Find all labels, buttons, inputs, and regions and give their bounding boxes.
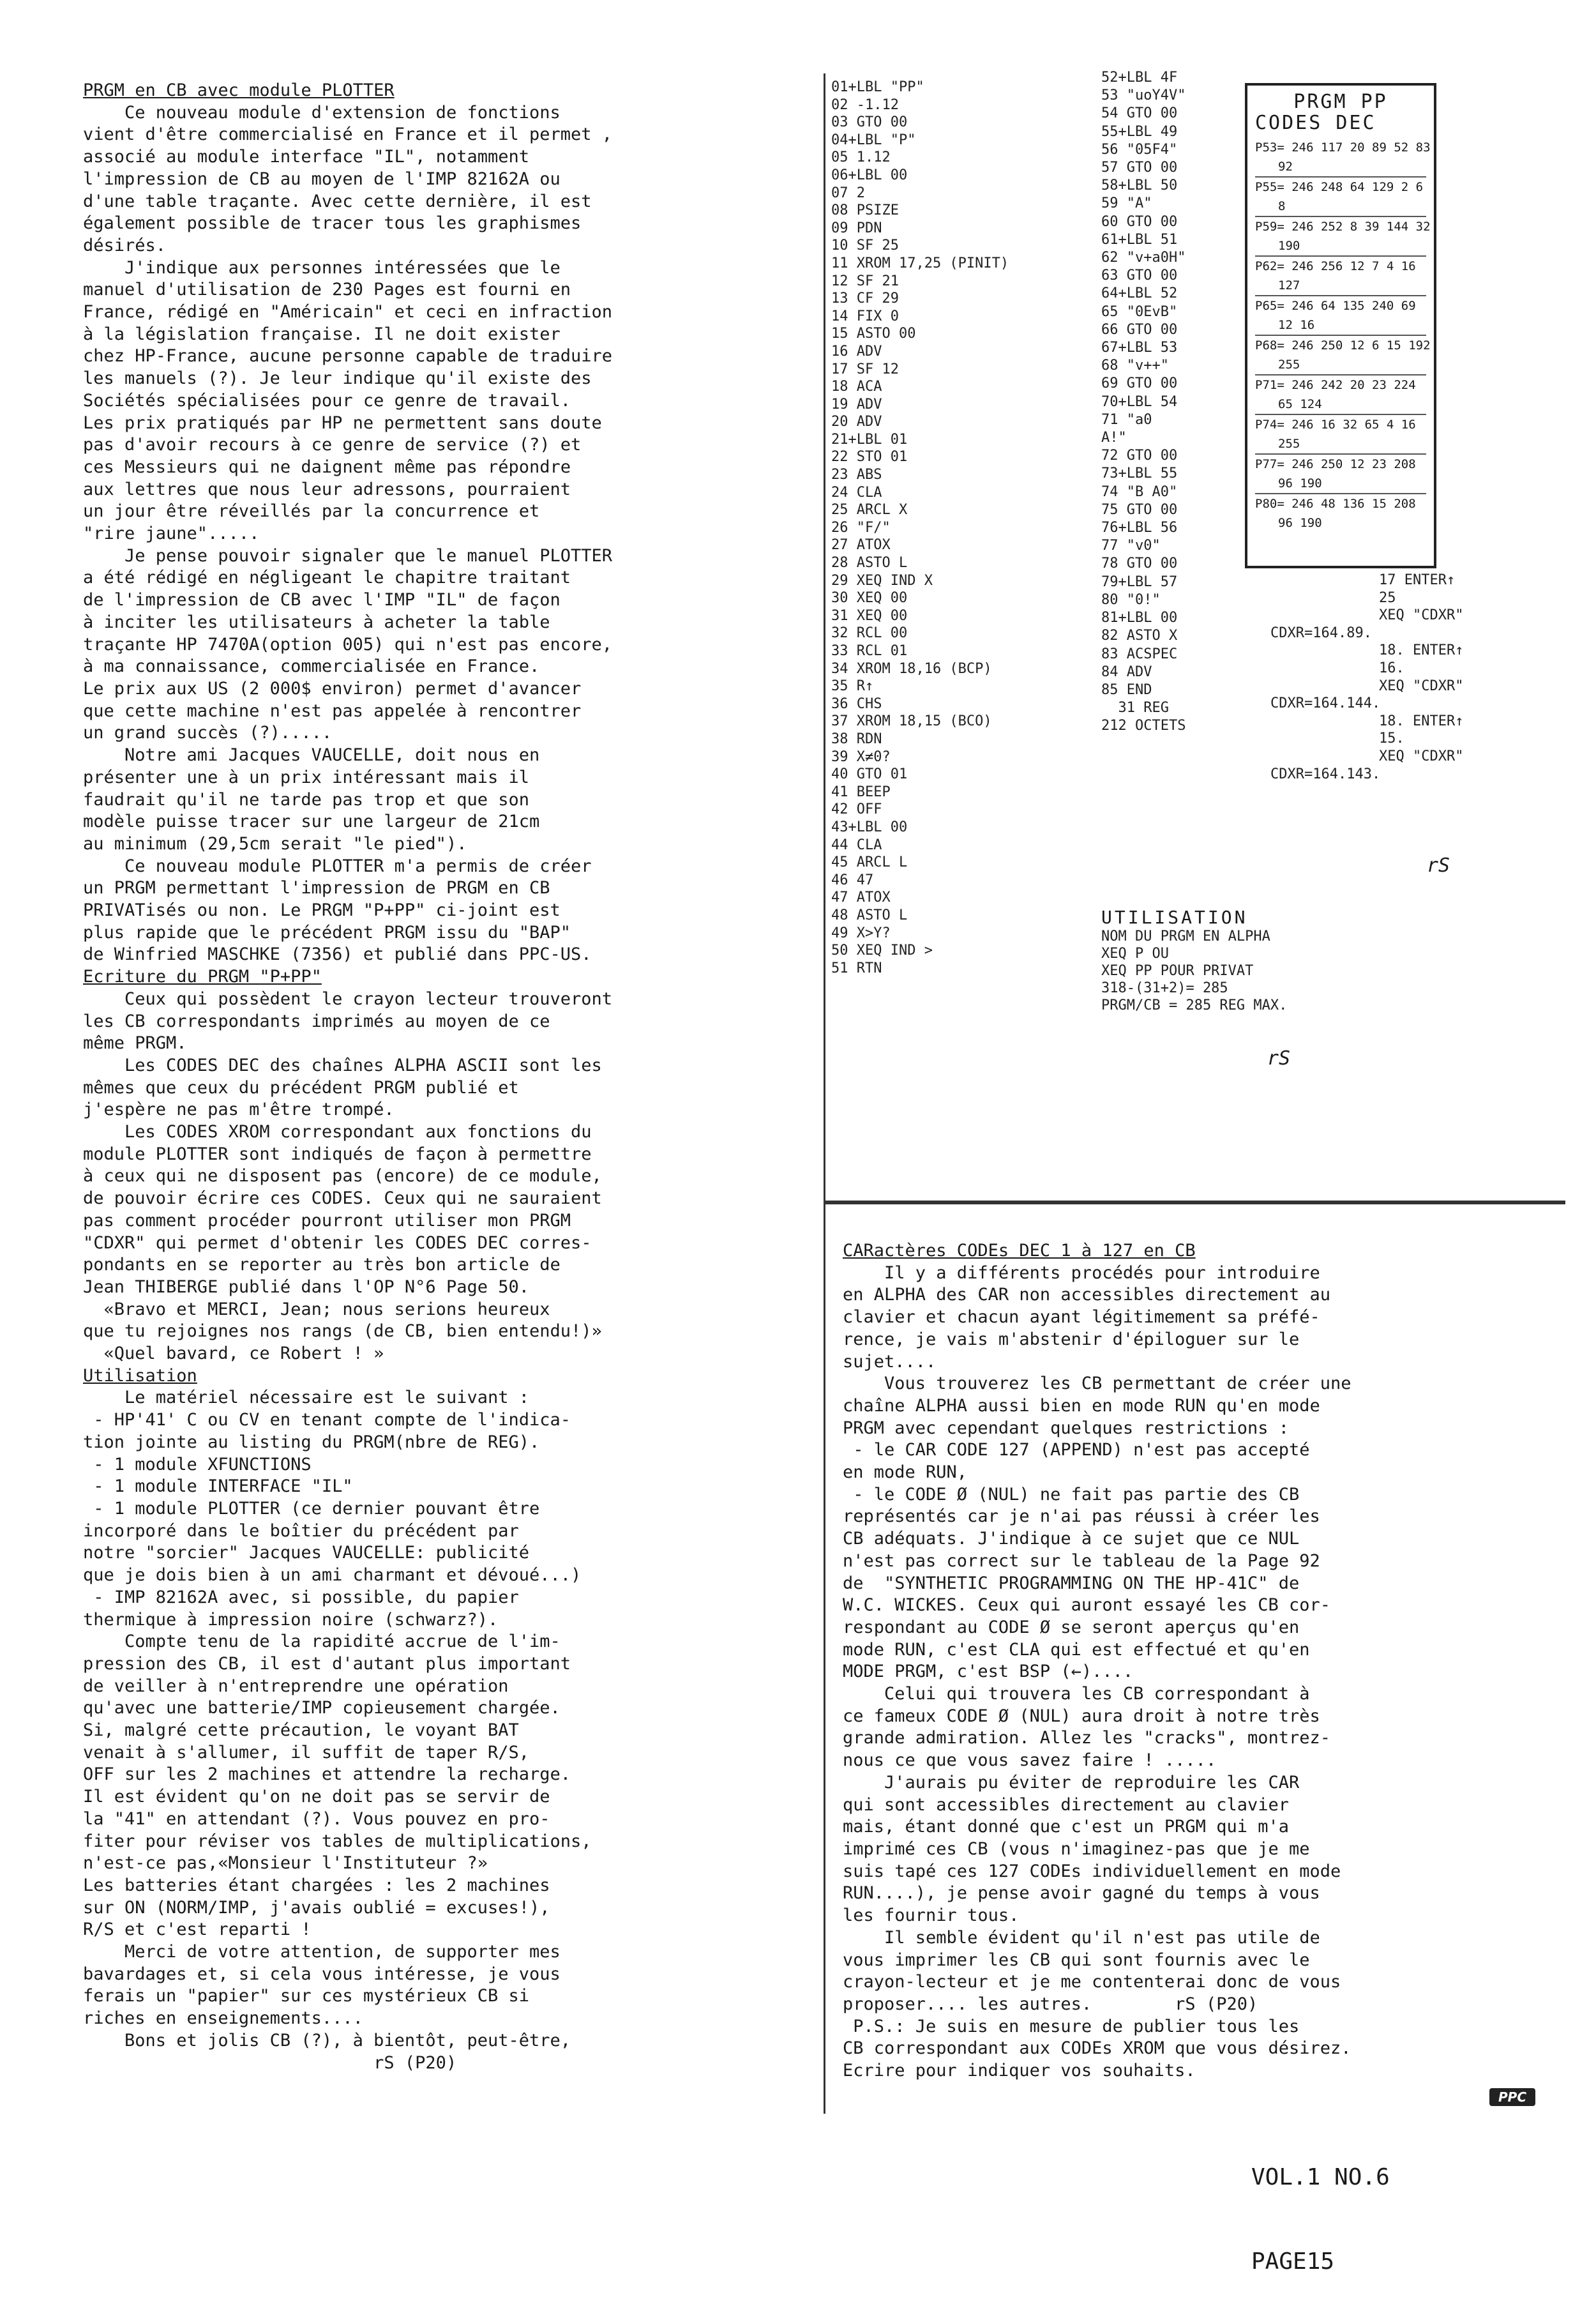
text-line: tion jointe au listing du PRGM(nbre de REG). [83, 1432, 540, 1452]
listing-line: A!" [1101, 430, 1127, 446]
text-line: PRIVATisés ou non. Le PRGM "P+PP" ci-joint est [83, 900, 561, 921]
text-line: à la législation française. Il ne doit exister [83, 324, 561, 344]
listing-line: 06+LBL 00 [831, 167, 908, 183]
text-line: Merci de votre attention, de supporter mes [83, 1942, 561, 1962]
listing-line: 57 GTO 00 [1101, 160, 1178, 176]
listing-line: 49 X>Y? [831, 925, 891, 941]
signature-initials: rS [1427, 854, 1450, 877]
text-line: Ecrire pour indiquer vos souhaits. [843, 2061, 1196, 2081]
listing-line: 21+LBL 01 [831, 431, 908, 448]
text-line: à inciter les utilisateurs à acheter la table [83, 612, 550, 632]
listing-line: 17 SF 12 [831, 361, 899, 377]
text-line: Le matériel nécessaire est le suivant : [83, 1388, 529, 1408]
text-line: Vous trouverez les CB permettant de créer une [843, 1374, 1351, 1394]
listing-line: 13 CF 29 [831, 291, 899, 307]
listing-line: 73+LBL 55 [1101, 466, 1178, 482]
listing-line: 79+LBL 57 [1101, 573, 1178, 590]
text-line: un jour être réveillés par la concurrence et [83, 501, 540, 522]
text-line: aux lettres que nous leur adressons, pourraient [83, 479, 571, 499]
text-line: sur ON (NORM/IMP, j'avais oublié = excuses!), [83, 1897, 550, 1918]
text-line: riches en enseignements.... [83, 2008, 363, 2029]
listing-line: 14 FIX 0 [831, 308, 899, 324]
text-line: de "SYNTHETIC PROGRAMMING ON THE HP-41C" de [843, 1573, 1300, 1593]
text-line: CB adéquats. J'indique à ce sujet que ce NUL [843, 1529, 1300, 1549]
listing-line: 36 CHS [831, 695, 882, 712]
listing-line: 20 ADV [831, 414, 882, 430]
section-heading: Ecriture du PRGM "P+PP" [83, 967, 322, 987]
section-heading: CARactères CODEs DEC 1 à 127 en CB [843, 1241, 1196, 1261]
listing-line: 15 ASTO 00 [831, 326, 916, 342]
listing-line: 61+LBL 51 [1101, 231, 1178, 248]
listing-line: 31 REG [1101, 700, 1169, 716]
text-line: J'indique aux personnes intéressées que le [83, 257, 561, 278]
section-heading: PRGM en CB avec module PLOTTER [83, 80, 395, 100]
text-line: Il est évident qu'on ne doit pas se servir de [83, 1787, 550, 1807]
cdxr-value: CDXR=164.144. [1270, 695, 1381, 712]
text-line: J'aurais pu éviter de reproduire les CAR [843, 1772, 1300, 1792]
listing-line: 35 R↑ [831, 678, 874, 695]
listing-line: 12 SF 21 [831, 273, 899, 289]
text-line: vient d'être commercialisé en France et il permet , [83, 125, 613, 145]
program-listing-part1 [831, 79, 1009, 977]
text-line: les manuels (?). Je leur indique qu'il existe des [83, 368, 592, 389]
text-line: traçante HP 7470A(option 005) qui n'est pas encore, [83, 634, 613, 655]
listing-line: 50 XEQ IND > [831, 943, 933, 959]
text-line: j'espère ne pas m'être trompé. [83, 1100, 395, 1120]
cdxr-line: XEQ "CDXR" [1379, 607, 1464, 624]
listing-line: 85 END [1101, 681, 1152, 698]
listing-line: 47 ATOX [831, 890, 891, 906]
section-divider [824, 1201, 1565, 1204]
text-line: OFF sur les 2 machines et attendre la recharge. [83, 1764, 571, 1785]
text-line: bavardages et, si cela vous intéresse, je vous [83, 1964, 561, 1984]
listing-line: 18 ACA [831, 379, 882, 395]
listing-line: 63 GTO 00 [1101, 268, 1178, 284]
text-line: un grand succès (?)..... [83, 723, 333, 743]
text-line: France, rédigé en "Américain" et ceci en infraction [83, 302, 613, 322]
text-line: "rire jaune"..... [83, 524, 260, 544]
listing-line: 32 RCL 00 [831, 625, 908, 642]
text-line: Le prix aux US (2 000$ environ) permet d'avancer [83, 678, 582, 699]
listing-line: 41 BEEP [831, 784, 891, 800]
listing-line: 70+LBL 54 [1101, 393, 1178, 410]
text-line: suis tapé ces 127 CODEs individuellement en mode [843, 1861, 1341, 1881]
text-line: Notre ami Jacques VAUCELLE, doit nous en [83, 745, 540, 766]
text-line: notre "sorcier" Jacques VAUCELLE: publicité [83, 1543, 529, 1563]
text-line: - IMP 82162A avec, si possible, du papier [83, 1587, 519, 1607]
text-line: Les prix pratiqués par HP ne permettent sans doute [83, 413, 602, 433]
listing-line: 23 ABS [831, 467, 882, 483]
listing-line: 42 OFF [831, 801, 882, 818]
text-line: mode RUN, c'est CLA qui est effectué et qu'en [843, 1639, 1310, 1660]
text-line: incorporé dans le boîtier du précédent par [83, 1520, 519, 1541]
utilisation-title: UTILISATION [1101, 907, 1248, 928]
cdxr-line: 15. [1379, 731, 1404, 747]
listing-line: 48 ASTO L [831, 907, 908, 923]
code-row: 255 [1255, 434, 1426, 455]
listing-line: 25 ARCL X [831, 502, 908, 519]
utilisation-line: 318-(31+2)= 285 [1101, 980, 1228, 996]
listing-line: 22 STO 01 [831, 449, 908, 466]
cdxr-line: 18. ENTER↑ [1379, 713, 1464, 729]
text-line: MODE PRGM, c'est BSP (←).... [843, 1662, 1134, 1682]
text-line: grande admiration. Allez les "cracks", montrez- [843, 1728, 1331, 1748]
text-line: CB correspondant aux CODEs XROM que vous désirez. [843, 2038, 1351, 2059]
text-line: même PRGM. [83, 1033, 187, 1054]
text-line: - 1 module INTERFACE "IL" [83, 1476, 353, 1497]
listing-line: 28 ASTO L [831, 555, 908, 572]
text-line: la "41" en attendant (?). Vous pouvez en pro- [83, 1808, 550, 1829]
text-line: faudrait qu'il ne tarde pas trop et que son [83, 789, 529, 810]
text-line: Ce nouveau module PLOTTER m'a permis de créer [83, 856, 592, 876]
text-line: modèle puisse tracer sur une largeur de 21cm [83, 812, 540, 832]
program-listing-part2 [1101, 69, 1186, 736]
text-line: de pouvoir écrire ces CODES. Ceux qui ne sauraient [83, 1188, 602, 1209]
listing-line: 83 ACSPEC [1101, 646, 1178, 662]
text-line: mais, étant donné que c'est un PRGM qui m'a [843, 1817, 1289, 1837]
listing-line: 212 OCTETS [1101, 718, 1186, 734]
text-line: Les CODES DEC des chaînes ALPHA ASCII sont les [83, 1055, 602, 1075]
text-line: Bons et jolis CB (?), à bientôt, peut-être, [83, 2030, 571, 2050]
listing-line: 52+LBL 4F [1101, 70, 1178, 86]
listing-line: 81+LBL 00 [1101, 610, 1178, 626]
listing-line: 69 GTO 00 [1101, 375, 1178, 392]
listing-line: 02 -1.12 [831, 96, 899, 113]
listing-line: 10 SF 25 [831, 238, 899, 254]
text-line: à ma connaissance, commercialisée en France. [83, 656, 540, 677]
text-line: respondant au CODE Ø se seront aperçus qu'en [843, 1617, 1300, 1637]
text-line: - 1 module XFUNCTIONS [83, 1454, 312, 1474]
text-line: n'est-ce pas,«Monsieur l'Instituteur ?» [83, 1853, 488, 1874]
listing-line: 65 "0EvB" [1101, 303, 1178, 320]
cdxr-value: CDXR=164.143. [1270, 766, 1381, 782]
cdxr-line: XEQ "CDXR" [1379, 748, 1464, 764]
listing-line: 58+LBL 50 [1101, 178, 1178, 194]
text-line: de Winfried MASCHKE (7356) et publié dans PPC-US. [83, 944, 592, 965]
text-line: rS (P20) [83, 2052, 457, 2073]
listing-line: 82 ASTO X [1101, 628, 1178, 644]
listing-line: 07 2 [831, 185, 865, 201]
volume-label: VOL.1 NO.6 [1251, 2164, 1390, 2190]
text-line: module PLOTTER sont indiqués de façon à permettre [83, 1144, 592, 1164]
listing-line: 31 XEQ 00 [831, 607, 908, 624]
listing-line: 33 RCL 01 [831, 643, 908, 659]
text-line: PRGM avec cependant quelques restrictions : [843, 1418, 1289, 1438]
listing-line: 68 "v++" [1101, 358, 1169, 374]
text-line: - HP'41' C ou CV en tenant compte de l'indica- [83, 1410, 571, 1430]
cdxr-line: 18. ENTER↑ [1379, 642, 1464, 659]
listing-line: 16 ADV [831, 343, 882, 360]
text-line: vous imprimer les CB qui sont fournis avec le [843, 1950, 1310, 1970]
section-heading: Utilisation [83, 1365, 197, 1386]
listing-line: 84 ADV [1101, 663, 1152, 680]
codes-box-subtitle: CODES DEC [1255, 112, 1376, 134]
text-line: présenter une à un prix intéressant mais il [83, 767, 529, 787]
text-line: mêmes que ceux du précédent PRGM publié et [83, 1077, 519, 1098]
listing-line: 27 ATOX [831, 537, 891, 554]
text-line: imprimé ces CB (vous n'imaginez-pas que je me [843, 1838, 1310, 1859]
listing-line: 45 ARCL L [831, 854, 908, 871]
text-line: associé au module interface "IL", notamment [83, 147, 529, 167]
text-line: que je dois bien à un ami charmant et dévoué...) [83, 1565, 582, 1586]
listing-line: 59 "A" [1101, 195, 1152, 212]
text-line: n'est pas correct sur le tableau de la Page 92 [843, 1550, 1320, 1571]
text-line: de l'impression de CB avec l'IMP "IL" de façon [83, 590, 561, 610]
codes-dec-box [1245, 83, 1436, 568]
text-line: - 1 module PLOTTER (ce dernier pouvant être [83, 1499, 540, 1519]
text-line: Si, malgré cette précaution, le voyant BAT [83, 1720, 519, 1741]
text-line: P.S.: Je suis en mesure de publier tous les [843, 2016, 1300, 2036]
listing-line: 75 GTO 00 [1101, 501, 1178, 518]
listing-line: 05 1.12 [831, 149, 891, 166]
text-line: crayon-lecteur et je me contenterai donc de vous [843, 1972, 1341, 1992]
code-row: P68= 246 250 12 6 15 192 [1255, 338, 1431, 352]
text-line: les fournir tous. [843, 1906, 1020, 1926]
text-line: Jean THIBERGE publié dans l'OP N°6 Page 50. [83, 1277, 529, 1297]
utilisation-lines [1101, 928, 1287, 1014]
text-line: chez HP-France, aucune personne capable de traduire [83, 346, 613, 367]
code-row: 8 [1255, 197, 1426, 217]
text-line: en ALPHA des CAR non accessibles directement au [843, 1285, 1331, 1305]
code-row: P59= 246 252 8 39 144 32 [1255, 220, 1431, 234]
text-line: Ce nouveau module d'extension de fonctions [83, 102, 561, 123]
text-line: Il y a différents procédés pour introduire [843, 1262, 1320, 1283]
listing-line: 55+LBL 49 [1101, 123, 1178, 140]
page-footer [1251, 2107, 1390, 2304]
left-article [83, 80, 612, 2074]
listing-line: 09 PDN [831, 220, 882, 236]
text-line: manuel d'utilisation de 230 Pages est fourni en [83, 280, 571, 300]
listing-line: 54 GTO 00 [1101, 105, 1178, 122]
text-line: ferais un "papier" sur ces mystérieux CB si [83, 1986, 529, 2006]
text-line: Je pense pouvoir signaler que le manuel PLOTTER [83, 545, 613, 566]
text-line: d'une table traçante. Avec cette dernière, il est [83, 191, 592, 211]
listing-line: 74 "B A0" [1101, 483, 1178, 500]
listing-line: 77 "v0" [1101, 538, 1161, 554]
listing-line: 80 "0!" [1101, 591, 1161, 608]
code-row: P55= 246 248 64 129 2 6 [1255, 180, 1424, 194]
listing-line: 30 XEQ 00 [831, 590, 908, 607]
code-row: P53= 246 117 20 89 52 83 [1255, 140, 1431, 155]
cdxr-line: 17 ENTER↑ [1379, 572, 1456, 588]
signature-initials-2: rS [1267, 1047, 1291, 1070]
code-row: P65= 246 64 135 240 69 [1255, 299, 1416, 313]
listing-line: 29 XEQ IND X [831, 572, 933, 589]
utilisation-line: XEQ P OU [1101, 946, 1169, 962]
text-line: sujet.... [843, 1351, 937, 1372]
text-line: proposer.... les autres. rS (P20) [843, 1994, 1258, 2014]
code-row: P77= 246 250 12 23 208 [1255, 457, 1416, 471]
utilisation-line: NOM DU PRGM EN ALPHA [1101, 928, 1270, 944]
listing-line: 39 X≠0? [831, 748, 891, 765]
listing-line: 08 PSIZE [831, 202, 899, 219]
listing-line: 62 "v+a0H" [1101, 250, 1186, 266]
listing-line: 37 XROM 18,15 (BCO) [831, 713, 992, 730]
code-row: 255 [1255, 355, 1426, 375]
text-line: désirés. [83, 235, 167, 255]
text-line: qu'avec une batterie/IMP copieusement chargée. [83, 1698, 561, 1718]
utilisation-line: XEQ PP POUR PRIVAT [1101, 963, 1254, 979]
utilisation-block [1101, 907, 1287, 1014]
code-row: 96 190 [1278, 516, 1322, 530]
text-line: Compte tenu de la rapidité accrue de l'im- [83, 1632, 561, 1652]
listing-line: 34 XROM 18,16 (BCP) [831, 660, 992, 677]
code-row: 65 124 [1255, 395, 1426, 415]
text-line: fiter pour réviser vos tables de multiplications, [83, 1831, 592, 1851]
text-line: ce fameux CODE Ø (NUL) aura droit à notre très [843, 1706, 1320, 1726]
text-line: clavier et chacun ayant légitimement sa préfé- [843, 1307, 1320, 1328]
text-line: représentés car je n'ai pas réussi à créer les [843, 1506, 1320, 1527]
listing-line: 60 GTO 00 [1101, 213, 1178, 230]
code-row: P74= 246 16 32 65 4 16 [1255, 418, 1416, 432]
listing-line: 71 "a0 [1101, 411, 1152, 428]
listing-line: 19 ADV [831, 396, 882, 413]
text-line: RUN....), je pense avoir gagné du temps à vous [843, 1883, 1320, 1904]
text-line: «Quel bavard, ce Robert ! » [83, 1344, 384, 1364]
text-line: en mode RUN, [843, 1462, 968, 1483]
text-line: nous ce que vous savez faire ! ..... [843, 1750, 1217, 1771]
text-line: thermique à impression noire (schwarz?). [83, 1609, 499, 1630]
listing-line: 03 GTO 00 [831, 114, 908, 131]
text-line: pondants en se reporter au très bon article de [83, 1255, 561, 1275]
text-line: venait à s'allumer, il suffit de taper R/S, [83, 1742, 529, 1762]
text-line: Sociétés spécialisées pour ce genre de travail. [83, 390, 571, 411]
listing-line: 51 RTN [831, 960, 882, 976]
text-line: a été rédigé en négligeant le chapitre traitant [83, 568, 571, 588]
code-row: 96 190 [1255, 474, 1426, 494]
code-row: 92 [1255, 157, 1426, 178]
text-line: au minimum (29,5cm serait "le pied"). [83, 833, 467, 854]
column-divider [824, 73, 825, 2114]
text-line: pas d'avoir recours à ce genre de service (?) et [83, 435, 582, 455]
cdxr-line: 16. [1379, 660, 1404, 676]
right-article [843, 1240, 1351, 2082]
code-row: 127 [1255, 276, 1426, 296]
listing-line: 46 47 [831, 872, 874, 888]
text-line: Celui qui trouvera les CB correspondant à [843, 1684, 1310, 1704]
text-line: «Bravo et MERCI, Jean; nous serions heureux [83, 1299, 550, 1319]
cdxr-notes [1270, 572, 1462, 783]
codes-box-rows [1255, 138, 1431, 533]
code-row: P80= 246 48 136 15 208 [1255, 497, 1416, 511]
code-row: P71= 246 242 20 23 224 [1255, 378, 1416, 392]
text-line: que cette machine n'est pas appelée à rencontrer [83, 701, 582, 721]
code-row: 12 16 [1255, 315, 1426, 336]
listing-line: 72 GTO 00 [1101, 448, 1178, 464]
text-line: chaîne ALPHA aussi bien en mode RUN qu'en mode [843, 1395, 1320, 1416]
text-line: W.C. WICKES. Ceux qui auront essayé les CB cor- [843, 1595, 1331, 1616]
text-line: Ceux qui possèdent le crayon lecteur trouveront [83, 989, 613, 1009]
code-row: P62= 246 256 12 7 4 16 [1255, 259, 1416, 273]
text-line: - le CODE Ø (NUL) ne fait pas partie des CB [843, 1484, 1300, 1504]
cdxr-line: 25 [1379, 589, 1396, 606]
text-line: - le CAR CODE 127 (APPEND) n'est pas accepté [843, 1440, 1310, 1460]
text-line: R/S et c'est reparti ! [83, 1920, 312, 1940]
text-line: que tu rejoignes nos rangs (de CB, bien entendu!)» [83, 1321, 602, 1342]
text-line: Les batteries étant chargées : les 2 machines [83, 1875, 550, 1895]
text-line: Les CODES XROM correspondant aux fonctions du [83, 1122, 592, 1142]
listing-line: 24 CLA [831, 484, 882, 501]
text-line: également possible de tracer tous les graphismes [83, 213, 582, 234]
cdxr-line: XEQ "CDXR" [1379, 678, 1464, 694]
listing-line: 64+LBL 52 [1101, 285, 1178, 302]
text-line: qui sont accessibles directement au clavier [843, 1794, 1289, 1815]
ppc-logo: PPC [1489, 2088, 1535, 2106]
code-row: 190 [1255, 236, 1426, 257]
listing-line: 38 RDN [831, 731, 882, 747]
codes-box-title: PRGM PP [1293, 91, 1388, 113]
listing-line: 40 GTO 01 [831, 766, 908, 783]
listing-line: 11 XROM 17,25 (PINIT) [831, 255, 1009, 271]
text-line: pression des CB, il est d'autant plus important [83, 1653, 571, 1674]
text-line: à ceux qui ne disposent pas (encore) de ce module, [83, 1166, 602, 1186]
listing-line: 43+LBL 00 [831, 819, 908, 835]
listing-line: 66 GTO 00 [1101, 321, 1178, 338]
text-line: les CB correspondants imprimés au moyen de ce [83, 1011, 550, 1031]
text-line: de veiller à n'entreprendre une opération [83, 1676, 509, 1696]
text-line: rence, je vais m'abstenir d'épiloguer sur le [843, 1329, 1300, 1349]
text-line: pas comment procéder pourront utiliser mon PRGM [83, 1210, 571, 1231]
text-line: Il semble évident qu'il n'est pas utile de [843, 1927, 1320, 1948]
listing-line: 53 "uoY4V" [1101, 87, 1186, 104]
listing-line: 01+LBL "PP" [831, 79, 924, 95]
cdxr-value: CDXR=164.89. [1270, 625, 1372, 641]
page-label: PAGE15 [1251, 2248, 1335, 2275]
text-line: "CDXR" qui permet d'obtenir les CODES DEC corres- [83, 1232, 592, 1253]
text-line: plus rapide que le précédent PRGM issu du "BAP" [83, 922, 571, 943]
listing-line: 04+LBL "P" [831, 132, 916, 148]
listing-line: 67+LBL 53 [1101, 340, 1178, 356]
listing-line: 56 "05F4" [1101, 141, 1178, 158]
listing-line: 26 "F/" [831, 519, 891, 536]
listing-line: 44 CLA [831, 837, 882, 853]
text-line: un PRGM permettant l'impression de PRGM en CB [83, 878, 550, 898]
utilisation-line: PRGM/CB = 285 REG MAX. [1101, 997, 1288, 1013]
listing-line: 76+LBL 56 [1101, 520, 1178, 536]
listing-line: 78 GTO 00 [1101, 556, 1178, 572]
text-line: l'impression de CB au moyen de l'IMP 82162A ou [83, 169, 561, 189]
text-line: ces Messieurs qui ne daignent même pas répondre [83, 457, 571, 477]
